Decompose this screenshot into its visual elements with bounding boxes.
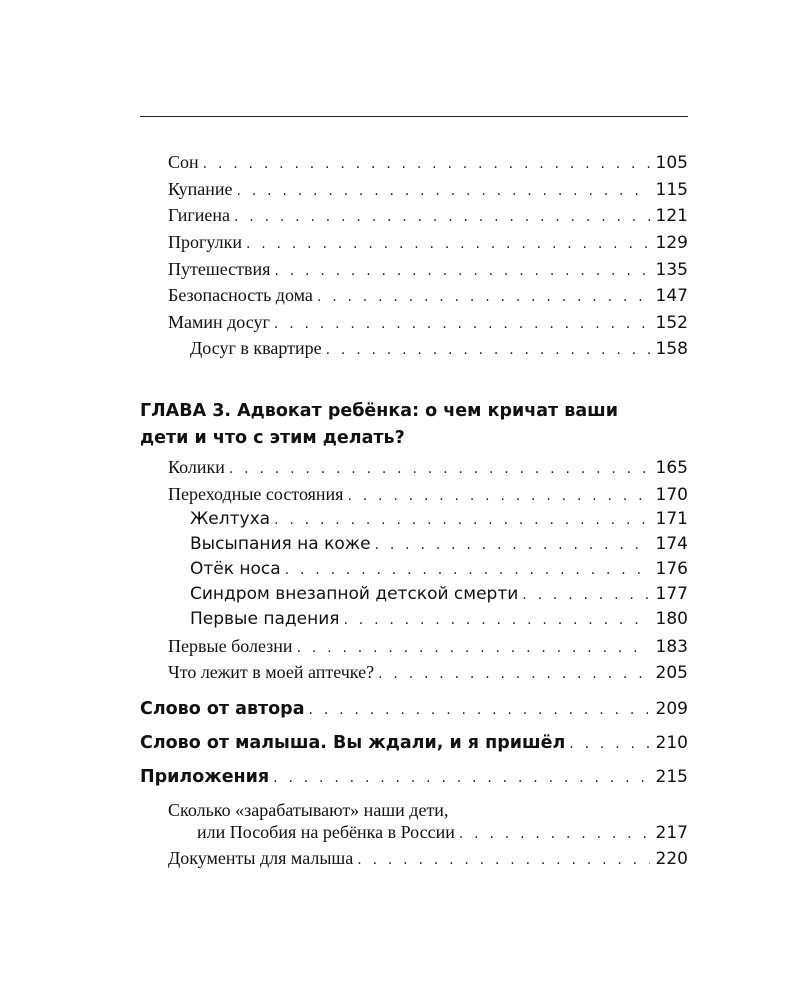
toc-entry-page: 220 [655,849,688,869]
leader-dots [285,562,650,578]
leader-dots [246,236,650,252]
toc-entry-aptechka[interactable] [168,662,688,686]
toc-entry-page: 170 [655,485,688,505]
toc-entry-page: 180 [655,609,688,629]
toc-entry-page: 215 [655,767,688,787]
toc-entry-koliki[interactable] [168,457,688,481]
leader-dots [357,852,649,868]
leader-dots [229,461,650,477]
toc-entry-page: 176 [655,559,688,579]
toc-entry-posobiya[interactable] [197,822,688,846]
toc-entry-son[interactable] [168,152,688,176]
toc-entry-progulki[interactable] [168,232,688,256]
toc-entry-otek-nosa[interactable] [190,559,688,583]
toc-entry-slovo-ot-malysha[interactable] [140,733,688,757]
leader-dots [274,263,649,279]
toc-entry-title: Слово от малыша. Вы ждали, и я пришёл [140,733,566,753]
toc-entry-title: Сон [168,152,199,172]
toc-entry-kupanie[interactable] [168,179,688,203]
leader-dots [237,183,650,199]
toc-entry-prilozheniya[interactable] [140,767,688,791]
chapter-3-heading-line2: дети и что с этим делать? [140,428,405,448]
leader-dots [522,587,649,603]
leader-dots [234,209,650,225]
toc-entry-perekhodnye[interactable] [168,484,688,508]
toc-entry-posobiya-line1[interactable]: Сколько «зарабатывают» наши дети, [168,800,449,820]
leader-dots [274,316,650,332]
toc-entry-page: 217 [655,823,688,843]
leader-dots [274,512,649,528]
toc-entry-title: Первые болезни [168,636,293,656]
toc-entry-sindrom[interactable] [190,584,688,608]
toc-entry-page: 147 [655,286,688,306]
leader-dots [317,289,650,305]
leader-dots [347,488,649,504]
toc-entry-title: Гигиена [168,205,230,225]
toc-entry-title: Мамин досуг [168,312,270,332]
toc-entry-page: 183 [655,637,688,657]
toc-entry-page: 115 [655,180,688,200]
top-rule [140,116,688,117]
chapter-3-heading-line1: ГЛАВА 3. Адвокат ребёнка: о чем кричат ваши [140,401,619,421]
toc-entry-title: Переходные состояния [168,484,344,504]
toc-entry-title: Путешествия [168,259,271,279]
toc-entry-title: Приложения [140,767,270,787]
toc-entry-pervye-bolezni[interactable] [168,636,688,660]
toc-entry-title: Безопасность дома [168,285,313,305]
leader-dots [203,156,650,172]
toc-entry-page: 135 [655,260,688,280]
leader-dots [378,666,649,682]
toc-entry-vysypaniya[interactable] [190,534,688,558]
toc-entry-title: Первые падения [190,609,340,629]
toc-entry-title: Что лежит в моей аптечке? [168,662,375,682]
leader-dots [459,826,650,842]
toc-entry-page: 210 [655,733,688,753]
leader-dots [343,612,649,628]
toc-entry-page: 177 [655,584,688,604]
toc-entry-bezopasnost[interactable] [168,285,688,309]
toc-entry-mamin-dosug[interactable] [168,312,688,336]
toc-entry-slovo-ot-avtora[interactable] [140,699,688,723]
toc-entry-title: Колики [168,457,225,477]
toc-entry-title: Высыпания на коже [190,534,371,554]
leader-dots [326,342,650,358]
toc-entry-page: 121 [655,206,688,226]
toc-entry-page: 158 [655,339,688,359]
toc-entry-page: 152 [655,313,688,333]
leader-dots [309,702,650,718]
leader-dots [297,640,650,656]
toc-entry-title: Желтуха [190,509,271,529]
toc-entry-dokumenty[interactable] [168,848,688,872]
toc-entry-gigiena[interactable] [168,205,688,229]
toc-entry-title: Синдром внезапной детской смерти [190,584,519,604]
toc-entry-dosug-v-kvartire[interactable] [190,338,688,362]
toc-entry-page: 165 [655,458,688,478]
leader-dots [569,736,649,752]
toc-entry-title: Отёк носа [190,559,281,579]
toc-entry-page: 171 [655,509,688,529]
toc-entry-pervye-padeniya[interactable] [190,609,688,633]
toc-entry-page: 205 [655,663,688,683]
toc-entry-title: Слово от автора [140,699,305,719]
toc-entry-title: Документы для малыша [168,848,354,868]
toc-entry-title: или Пособия на ребёнка в России [197,822,455,842]
toc-entry-page: 129 [655,233,688,253]
leader-dots [273,770,649,786]
toc-entry-zheltukha[interactable] [190,509,688,533]
toc-entry-title: Досуг в квартире [190,338,322,358]
toc-entry-page: 105 [655,153,688,173]
toc-entry-title: Купание [168,179,233,199]
toc-entry-puteshestviya[interactable] [168,259,688,283]
leader-dots [375,537,650,553]
chapter-3-heading[interactable] [140,398,660,452]
toc-entry-page: 174 [655,534,688,554]
toc-entry-page: 209 [655,699,688,719]
toc-entry-title: Прогулки [168,232,242,252]
